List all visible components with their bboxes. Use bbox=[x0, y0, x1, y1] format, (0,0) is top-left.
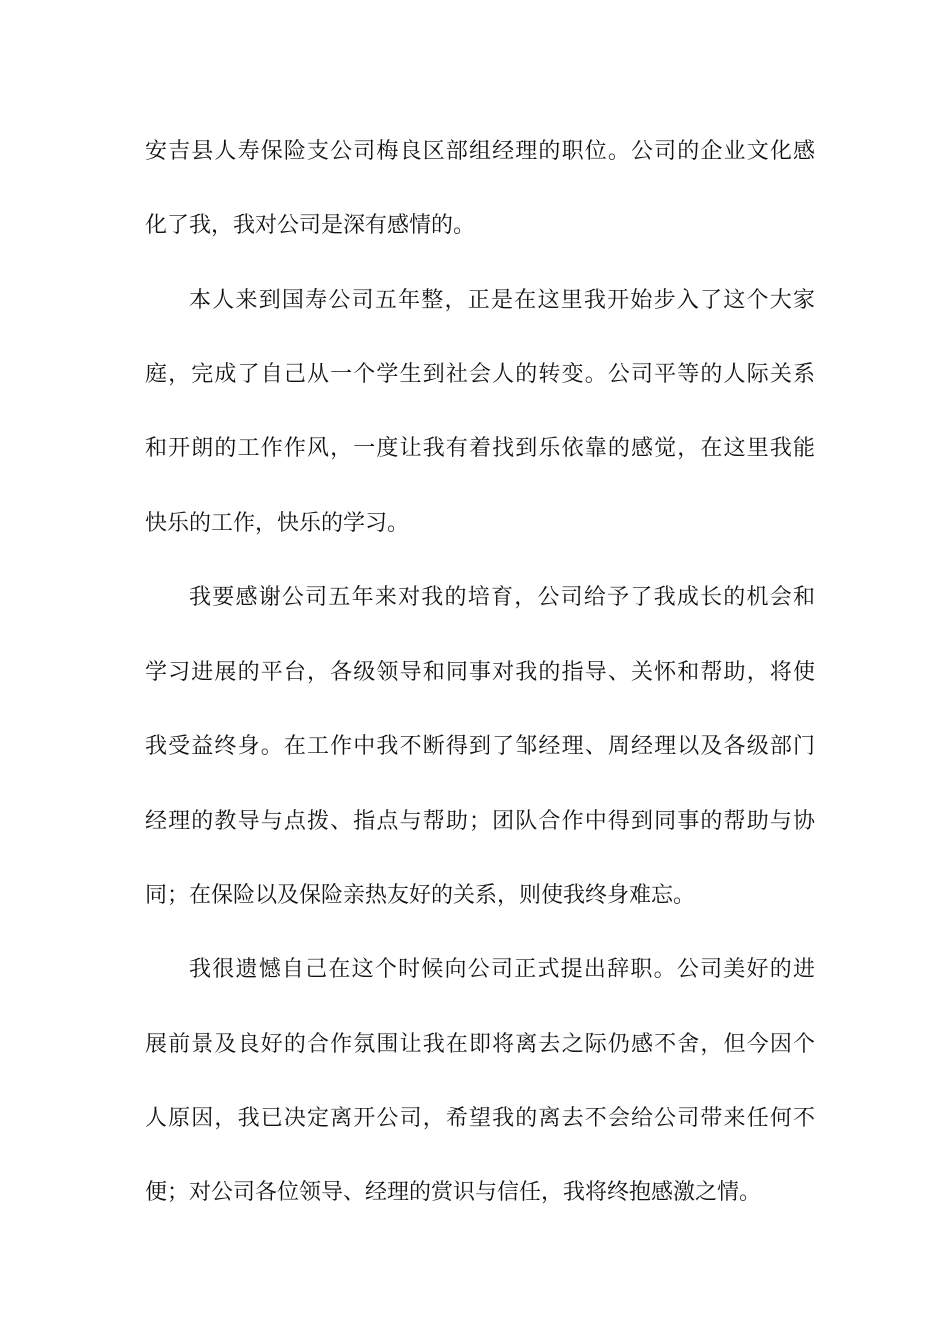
text-line: 同；在保险以及保险亲热友好的关系，则使我终身难忘。 bbox=[145, 883, 696, 908]
text-line: 庭，完成了自己从一个学生到社会人的转变。公司平等的人际关系 bbox=[145, 362, 815, 387]
text-line: 人原因，我已决定离开公司，希望我的离去不会给公司带来任何不 bbox=[145, 1106, 815, 1131]
text-line: 化了我，我对公司是深有感情的。 bbox=[145, 213, 476, 238]
text-line: 安吉县人寿保险支公司梅良区部组经理的职位。公司的企业文化感 bbox=[145, 139, 815, 164]
paragraph-first-line: 我很遗憾自己在这个时候向公司正式提出辞职。公司美好的进 bbox=[189, 957, 815, 982]
paragraph-first-line: 本人来到国寿公司五年整，正是在这里我开始步入了这个大家 bbox=[189, 288, 815, 313]
paragraph-first-line: 我要感谢公司五年来对我的培育，公司给予了我成长的机会和 bbox=[189, 585, 815, 610]
text-line: 和开朗的工作作风，一度让我有着找到乐依靠的感觉，在这里我能 bbox=[145, 436, 815, 461]
text-line: 便；对公司各位领导、经理的赏识与信任，我将终抱感激之情。 bbox=[145, 1180, 762, 1205]
text-line: 学习进展的平台，各级领导和同事对我的指导、关怀和帮助，将使 bbox=[145, 660, 815, 685]
text-line: 展前景及良好的合作氛围让我在即将离去之际仍感不舍，但今因个 bbox=[145, 1032, 815, 1057]
text-line: 经理的教导与点拨、指点与帮助；团队合作中得到同事的帮助与协 bbox=[145, 809, 815, 834]
text-line: 快乐的工作，快乐的学习。 bbox=[145, 511, 410, 536]
text-line: 我受益终身。在工作中我不断得到了邹经理、周经理以及各级部门 bbox=[145, 734, 815, 759]
